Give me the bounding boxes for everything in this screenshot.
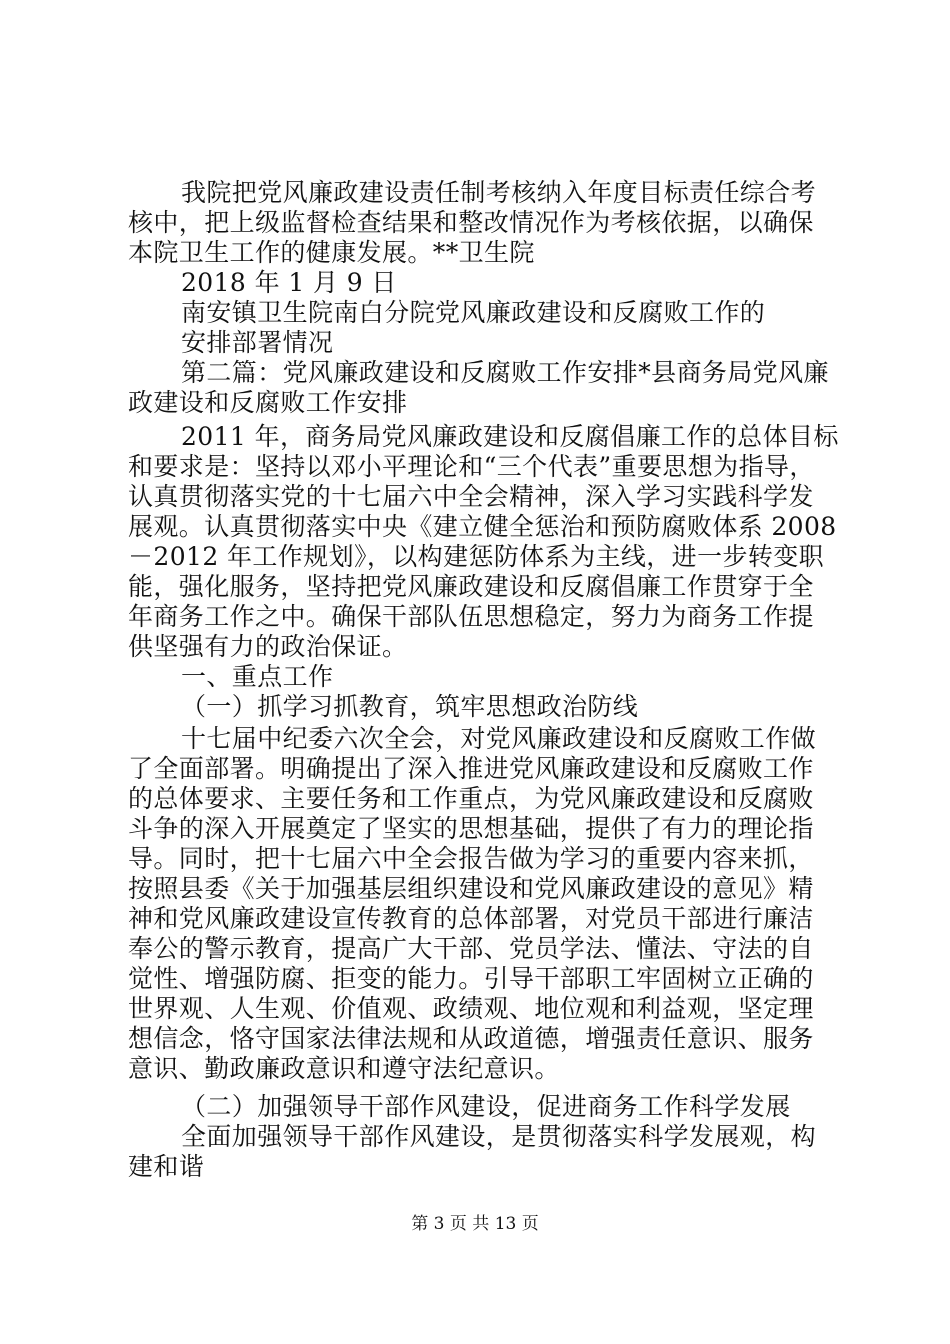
section-heading: 一、重点工作 — [181, 662, 334, 691]
subsection-heading: （一）抓学习抓教育，筑牢思想政治防线 — [181, 692, 639, 721]
body-text-line: 奉公的警示教育，提高广大干部、党员学法、懂法、守法的自 — [128, 934, 814, 963]
body-text-line: 斗争的深入开展奠定了坚实的思想基础，提供了有力的理论指 — [128, 814, 814, 843]
body-text-line: 十七届中纪委六次全会，对党风廉政建设和反腐败工作做 — [181, 724, 817, 753]
body-text-line: 认真贯彻落实党的十七届六中全会精神，深入学习实践科学发 — [128, 482, 814, 511]
body-text-line: 2011 年，商务局党风廉政建设和反腐倡廉工作的总体目标 — [181, 422, 839, 451]
heading-line: 安排部署情况 — [181, 328, 334, 357]
date-line: 2018 年 1 月 9 日 — [181, 268, 397, 297]
section-title-line: 第二篇：党风廉政建设和反腐败工作安排*县商务局党风廉 — [181, 358, 829, 387]
body-text-line: 年商务工作之中。确保干部队伍思想稳定，努力为商务工作提 — [128, 602, 814, 631]
body-text-line: 能，强化服务，坚持把党风廉政建设和反腐倡廉工作贯穿于全 — [128, 572, 814, 601]
section-title-line: 政建设和反腐败工作安排 — [128, 388, 408, 417]
body-text-line: 展观。认真贯彻落实中央《建立健全惩治和预防腐败体系 2008 — [128, 512, 837, 541]
heading-line: 南安镇卫生院南白分院党风廉政建设和反腐败工作的 — [181, 298, 766, 327]
body-text-line: 按照县委《关于加强基层组织建设和党风廉政建设的意见》精 — [128, 874, 814, 903]
body-text-line: 和要求是：坚持以邓小平理论和“三个代表”重要思想为指导， — [128, 452, 815, 481]
body-text-line: 意识、勤政廉政意识和遵守法纪意识。 — [128, 1054, 560, 1083]
body-text-line: 神和党风廉政建设宣传教育的总体部署，对党员干部进行廉洁 — [128, 904, 814, 933]
body-text-line: 建和谐 — [128, 1152, 205, 1181]
body-text-line: 想信念，恪守国家法律法规和从政道德，增强责任意识、服务 — [128, 1024, 814, 1053]
page-number-footer: 第 3 页 共 13 页 — [411, 1214, 539, 1234]
body-text-line: 了全面部署。明确提出了深入推进党风廉政建设和反腐败工作 — [128, 754, 814, 783]
body-text-line: －2012 年工作规划》，以构建惩防体系为主线，进一步转变职 — [128, 542, 825, 571]
body-text-line: 的总体要求、主要任务和工作重点，为党风廉政建设和反腐败 — [128, 784, 814, 813]
subsection-heading: （二）加强领导干部作风建设，促进商务工作科学发展 — [181, 1092, 791, 1121]
body-text-line: 本院卫生工作的健康发展。**卫生院 — [128, 238, 535, 267]
body-text-line: 核中，把上级监督检查结果和整改情况作为考核依据，以确保 — [128, 208, 814, 237]
body-text-line: 供坚强有力的政治保证。 — [128, 632, 408, 661]
body-text-line: 觉性、增强防腐、拒变的能力。引导干部职工牢固树立正确的 — [128, 964, 814, 993]
body-text-line: 我院把党风廉政建设责任制考核纳入年度目标责任综合考 — [181, 178, 817, 207]
body-text-line: 导。同时，把十七届六中全会报告做为学习的重要内容来抓， — [128, 844, 814, 873]
body-text-line: 世界观、人生观、价值观、政绩观、地位观和利益观，坚定理 — [128, 994, 814, 1023]
body-text-line: 全面加强领导干部作风建设，是贯彻落实科学发展观，构 — [181, 1122, 817, 1151]
